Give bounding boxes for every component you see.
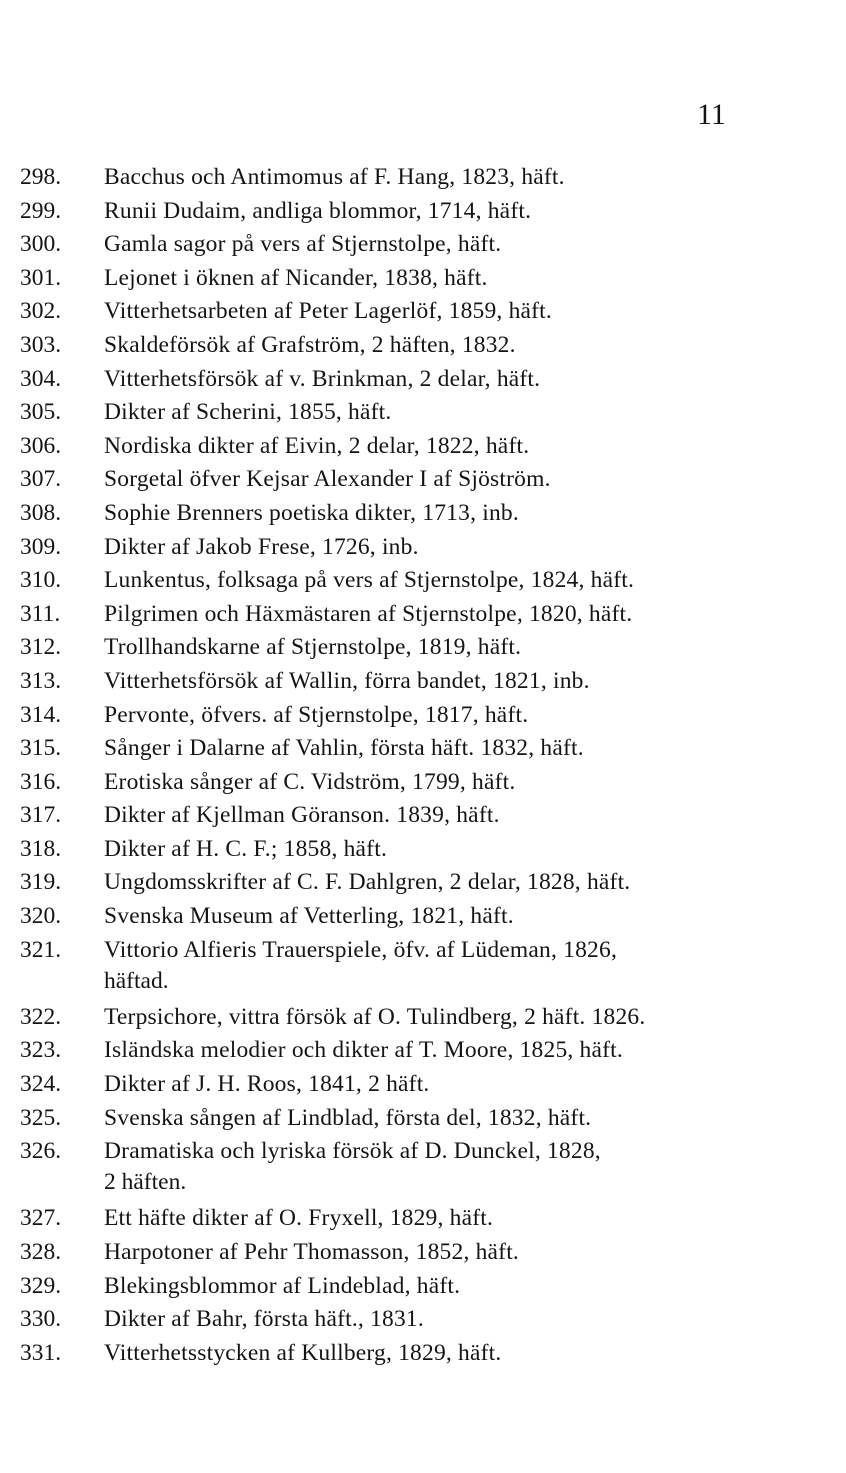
entry-text: Pervonte, öfvers. af Stjernstolpe, 1817, häft. [104,701,529,728]
entry-text: Vittorio Alfieris Trauerspiele, öfv. af Lüdeman, 1826, [104,936,618,963]
catalogue-entry [0,1236,846,1270]
catalogue-entry [0,1068,846,1102]
entry-number: 324. [20,1071,62,1098]
catalogue-entry [0,195,846,229]
entry-number: 331. [20,1339,62,1366]
entry-number: 308. [20,499,62,526]
entry-continuation: 2 häften. [104,1169,187,1196]
entry-text: Lejonet i öknen af Nicander, 1838, häft. [104,264,488,291]
entry-number: 306. [20,432,62,459]
entry-number: 316. [20,768,62,795]
entry-number: 311. [20,600,61,627]
catalogue-entry [0,732,846,766]
entry-number: 319. [20,869,62,896]
entry-number: 320. [20,903,62,930]
catalogue-entry [0,1303,846,1337]
catalogue-entry [0,1135,846,1202]
entry-text: Ett häfte dikter af O. Fryxell, 1829, häft. [104,1205,494,1232]
entry-number: 300. [20,231,62,258]
entry-number: 315. [20,735,62,762]
entry-text: Vitterhetsstycken af Kullberg, 1829, häft. [104,1339,502,1366]
catalogue-entry [0,430,846,464]
entry-number: 304. [20,365,62,392]
entry-number: 309. [20,533,62,560]
entry-text: Trollhandskarne af Stjernstolpe, 1819, häft. [104,634,522,661]
entry-text: Lunkentus, folksaga på vers af Stjernstolpe, 1824, häft. [104,567,635,594]
entry-text: Dikter af Kjellman Göranson. 1839, häft. [104,802,500,829]
entry-text: Blekingsblommor af Lindeblad, häft. [104,1272,461,1299]
entry-number: 313. [20,667,62,694]
catalogue-entry [0,295,846,329]
catalogue-entry [0,564,846,598]
entry-text: Dikter af Bahr, första häft., 1831. [104,1306,424,1333]
entry-text: Isländska melodier och dikter af T. Moore, 1825, häft. [104,1037,623,1064]
entry-number: 303. [20,331,62,358]
entry-number: 299. [20,197,62,224]
catalogue-entry [0,228,846,262]
entry-number: 325. [20,1104,62,1131]
entry-text: Terpsichore, vittra försök af O. Tulindberg, 2 häft. 1826. [104,1003,646,1030]
entry-number: 302. [20,298,62,325]
catalogue-entry [0,463,846,497]
entry-text: Sorgetal öfver Kejsar Alexander I af Sjöström. [104,466,551,493]
entry-text: Vitterhetsförsök af v. Brinkman, 2 delar, häft. [104,365,541,392]
entry-number: 328. [20,1239,62,1265]
catalogue-entry [0,531,846,565]
entry-text: Vitterhetsförsök af Wallin, förra bandet, 1821, inb. [104,667,590,694]
entry-number: 329. [20,1272,62,1299]
entry-number: 321. [20,936,62,963]
catalogue-entry [0,161,846,195]
entry-continuation: häftad. [104,967,169,994]
catalogue-entry [0,833,846,867]
catalogue-entry [0,1202,846,1236]
entry-number: 317. [20,802,62,829]
catalogue-entry [0,900,846,934]
entry-text: Svenska Museum af Vetterling, 1821, häft. [104,903,514,930]
entry-number: 322. [20,1003,62,1030]
catalogue-entry [0,598,846,632]
catalogue-entry [0,1270,846,1304]
page-number: 11 [697,98,726,131]
entry-text: Vitterhetsarbeten af Peter Lagerlöf, 1859, häft. [104,298,552,325]
catalogue-entry [0,631,846,665]
catalogue-entries [0,161,846,1370]
catalogue-entry [0,1034,846,1068]
catalogue-entry [0,866,846,900]
catalogue-entry [0,497,846,531]
catalogue-entry [0,1337,846,1371]
entry-text: Nordiska dikter af Eivin, 2 delar, 1822, häft. [104,432,530,459]
entry-text: Gamla sagor på vers af Stjernstolpe, häft. [104,231,502,258]
entry-number: 330. [20,1306,62,1333]
entry-text: Dramatiska och lyriska försök af D. Dunckel, 1828, [104,1138,601,1165]
catalogue-entry [0,799,846,833]
catalogue-entry [0,766,846,800]
entry-number: 314. [20,701,62,728]
catalogue-entry [0,934,846,1001]
entry-text: Dikter af Jakob Frese, 1726, inb. [104,533,419,560]
entry-number: 326. [20,1138,62,1165]
entry-text: Svenska sången af Lindblad, första del, 1832, häft. [104,1104,592,1131]
entry-text: Sophie Brenners poetiska dikter, 1713, inb. [104,499,519,526]
entry-text: Runii Dudaim, andliga blommor, 1714, häft. [104,197,532,224]
entry-number: 298. [20,164,62,190]
entry-text: Erotiska sånger af C. Vidström, 1799, häft. [104,768,516,795]
catalogue-entry [0,329,846,363]
entry-number: 301. [20,264,62,291]
catalogue-entry [0,396,846,430]
entry-number: 310. [20,567,62,594]
entry-text: Ungdomsskrifter af C. F. Dahlgren, 2 delar, 1828, häft. [104,869,631,896]
entry-text: Pilgrimen och Häxmästaren af Stjernstolpe, 1820, häft. [104,600,633,627]
entry-number: 323. [20,1037,62,1064]
entry-text: Dikter af H. C. F.; 1858, häft. [104,835,388,862]
entry-number: 305. [20,399,62,426]
entry-text: Harpotoner af Pehr Thomasson, 1852, häft. [104,1239,520,1265]
entry-number: 312. [20,634,62,661]
entry-text: Skaldeförsök af Grafström, 2 häften, 1832. [104,331,516,358]
entry-number: 318. [20,835,62,862]
catalogue-entry [0,1102,846,1136]
catalogue-entry [0,665,846,699]
entry-text: Bacchus och Antimomus af F. Hang, 1823, häft. [104,164,565,190]
catalogue-entry [0,363,846,397]
entry-text: Dikter af J. H. Roos, 1841, 2 häft. [104,1071,430,1098]
entry-text: Dikter af Scherini, 1855, häft. [104,399,392,426]
entry-number: 307. [20,466,62,493]
catalogue-entry [0,699,846,733]
catalogue-entry [0,1001,846,1035]
entry-text: Sånger i Dalarne af Vahlin, första häft. 1832, häft. [104,735,584,762]
catalogue-entry [0,262,846,296]
entry-number: 327. [20,1205,62,1232]
